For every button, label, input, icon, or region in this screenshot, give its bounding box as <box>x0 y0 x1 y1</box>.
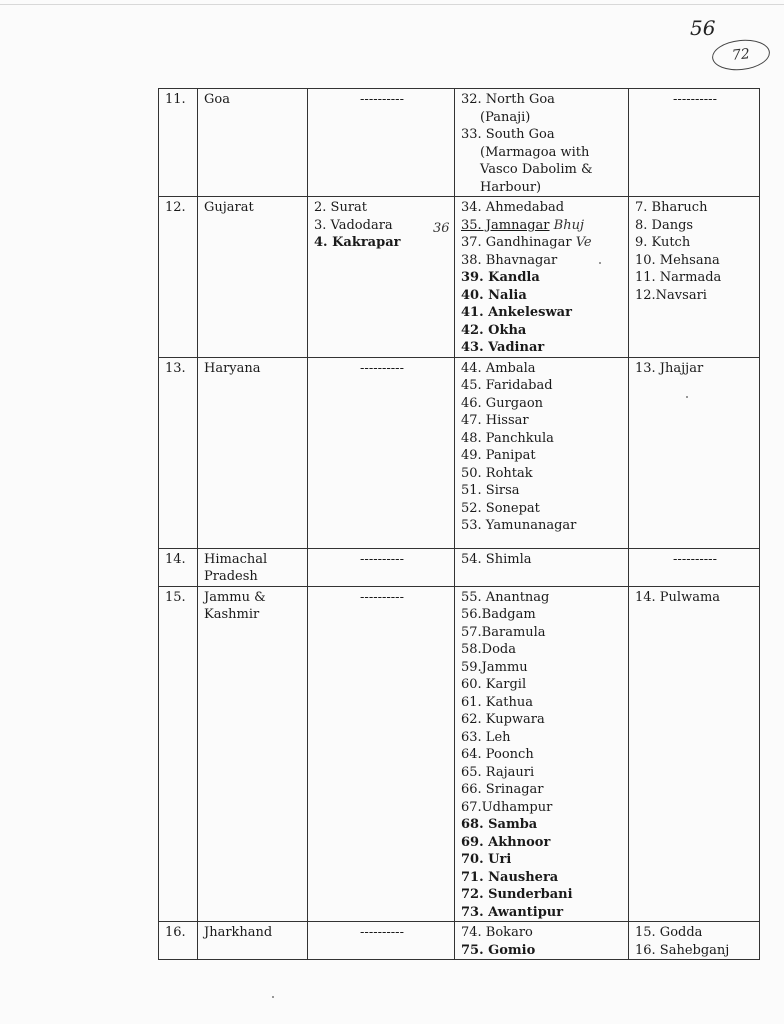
table-row <box>159 89 760 197</box>
list-item: 7. Bharuch <box>635 200 708 215</box>
state-name: Haryana <box>198 357 308 548</box>
serial-number: 16. <box>159 922 198 960</box>
dash-placeholder: ---------- <box>308 357 455 548</box>
list-item: 75. Gomio <box>461 942 536 958</box>
serial-number: 11. <box>159 89 198 197</box>
handwritten-circled-number: 72 <box>711 37 772 73</box>
table-row <box>159 586 760 922</box>
list-item: 37. Gandhinagar Ve <box>461 235 592 250</box>
district-list-secondary <box>629 197 760 358</box>
state-name: Jharkhand <box>198 922 308 960</box>
list-item: 44. Ambala <box>461 360 536 376</box>
district-list <box>455 89 629 197</box>
serial-number: 13. <box>159 357 198 548</box>
list-item: 3. Vadodara <box>314 217 393 233</box>
list-item: 46. Gurgaon <box>461 395 544 411</box>
dash-placeholder: ---------- <box>629 548 760 586</box>
state-name: Himachal Pradesh <box>198 548 308 586</box>
handwritten-note: Ve <box>575 235 592 250</box>
state-name: Jammu & Kashmir <box>198 586 308 922</box>
district-table <box>158 88 760 960</box>
list-item: 12.Navsari <box>635 287 707 303</box>
dash-placeholder: ---------- <box>308 89 455 197</box>
list-item: Harbour) <box>480 179 542 195</box>
page-top-edge <box>0 4 784 5</box>
list-item: 14. Pulwama <box>635 589 721 605</box>
list-item: 33. South Goa <box>461 127 555 142</box>
list-item: 45. Faridabad <box>461 378 553 393</box>
list-item: 13. Jhajjar <box>635 360 704 376</box>
serial-number: 15. <box>159 586 198 922</box>
table-row <box>159 357 760 548</box>
serial-number: 14. <box>159 548 198 586</box>
list-item: 4. Kakrapar <box>314 235 401 250</box>
state-name: Gujarat <box>198 197 308 358</box>
list-item: 32. North Goa <box>461 92 555 107</box>
list-item: 9. Kutch <box>635 235 691 250</box>
list-item: 34. Ahmedabad <box>461 200 565 215</box>
state-name: Goa <box>198 89 308 197</box>
list-item: 73. Awantipur <box>461 904 564 920</box>
dash-placeholder: ---------- <box>308 586 455 922</box>
list-item: 42. Okha <box>461 322 527 338</box>
table-row <box>159 197 760 358</box>
list-item: 43. Vadinar <box>461 340 545 355</box>
list-item: 48. Panchkula <box>461 430 554 446</box>
list-item: 71. Naushera <box>461 869 559 885</box>
list-item: 60. Kargil <box>461 677 527 692</box>
list-item: 38. Bhavnagar <box>461 252 558 268</box>
table-row <box>159 922 760 960</box>
list-item: 58.Doda <box>461 642 516 657</box>
dash-placeholder: ---------- <box>308 548 455 586</box>
list-item: 11. Narmada <box>635 270 722 285</box>
district-list <box>455 548 629 586</box>
district-list-secondary <box>629 922 760 960</box>
dash-placeholder: ---------- <box>308 922 455 960</box>
list-item: 53. Yamunanagar <box>461 518 577 533</box>
list-item: 72. Sunderbani <box>461 887 573 902</box>
list-item: 52. Sonepat <box>461 500 540 516</box>
list-item: 65. Rajauri <box>461 764 535 780</box>
list-item: 62. Kupwara <box>461 712 545 727</box>
list-item: 16. Sahebganj <box>635 942 730 958</box>
list-item: 70. Uri <box>461 852 512 867</box>
list-item: 2. Surat <box>314 200 368 215</box>
list-item: 8. Dangs <box>635 217 694 233</box>
list-item: 74. Bokaro <box>461 925 533 940</box>
list-item: 64. Poonch <box>461 747 534 762</box>
list-item: 67.Udhampur <box>461 799 553 815</box>
list-item: 68. Samba <box>461 817 538 832</box>
speck <box>272 996 274 998</box>
list-item: 15. Godda <box>635 925 703 940</box>
list-item: 10. Mehsana <box>635 252 720 268</box>
list-item: 50. Rohtak <box>461 465 533 481</box>
list-item: 61. Kathua <box>461 694 533 710</box>
list-item: Vasco Dabolim & <box>480 162 593 177</box>
district-list <box>455 197 629 358</box>
speck <box>599 262 601 264</box>
list-item: 57.Baramula <box>461 624 546 640</box>
list-item: 47. Hissar <box>461 413 529 428</box>
list-item: 59.Jammu <box>461 659 528 675</box>
speck <box>686 396 688 398</box>
list-item: 63. Leh <box>461 729 511 745</box>
handwritten-margin-number: 36 <box>433 221 450 236</box>
table-row <box>159 548 760 586</box>
list-item: 40. Nalia <box>461 287 527 303</box>
list-item: 49. Panipat <box>461 448 536 463</box>
district-list <box>455 586 629 922</box>
list-item: 41. Ankeleswar <box>461 305 572 320</box>
list-item: 56.Badgam <box>461 607 536 622</box>
list-item: 35. Jamnagar Bhuj <box>461 217 584 233</box>
district-list-secondary <box>629 586 760 922</box>
district-list-secondary <box>629 357 760 548</box>
district-list <box>455 357 629 548</box>
list-item: (Panaji) <box>480 109 531 125</box>
serial-number: 12. <box>159 197 198 358</box>
handwritten-note: Bhuj <box>553 217 584 233</box>
district-list <box>455 922 629 960</box>
list-item: 69. Akhnoor <box>461 834 551 850</box>
dash-placeholder: ---------- <box>629 89 760 197</box>
list-item: 54. Shimla <box>461 551 532 567</box>
list-item: 66. Srinagar <box>461 782 544 797</box>
list-item: 39. Kandla <box>461 270 540 285</box>
handwritten-page-number: 56 <box>690 16 716 40</box>
list-item: (Marmagoa with <box>480 144 590 160</box>
list-item: 55. Anantnag <box>461 589 550 605</box>
list-item: 51. Sirsa <box>461 483 520 498</box>
